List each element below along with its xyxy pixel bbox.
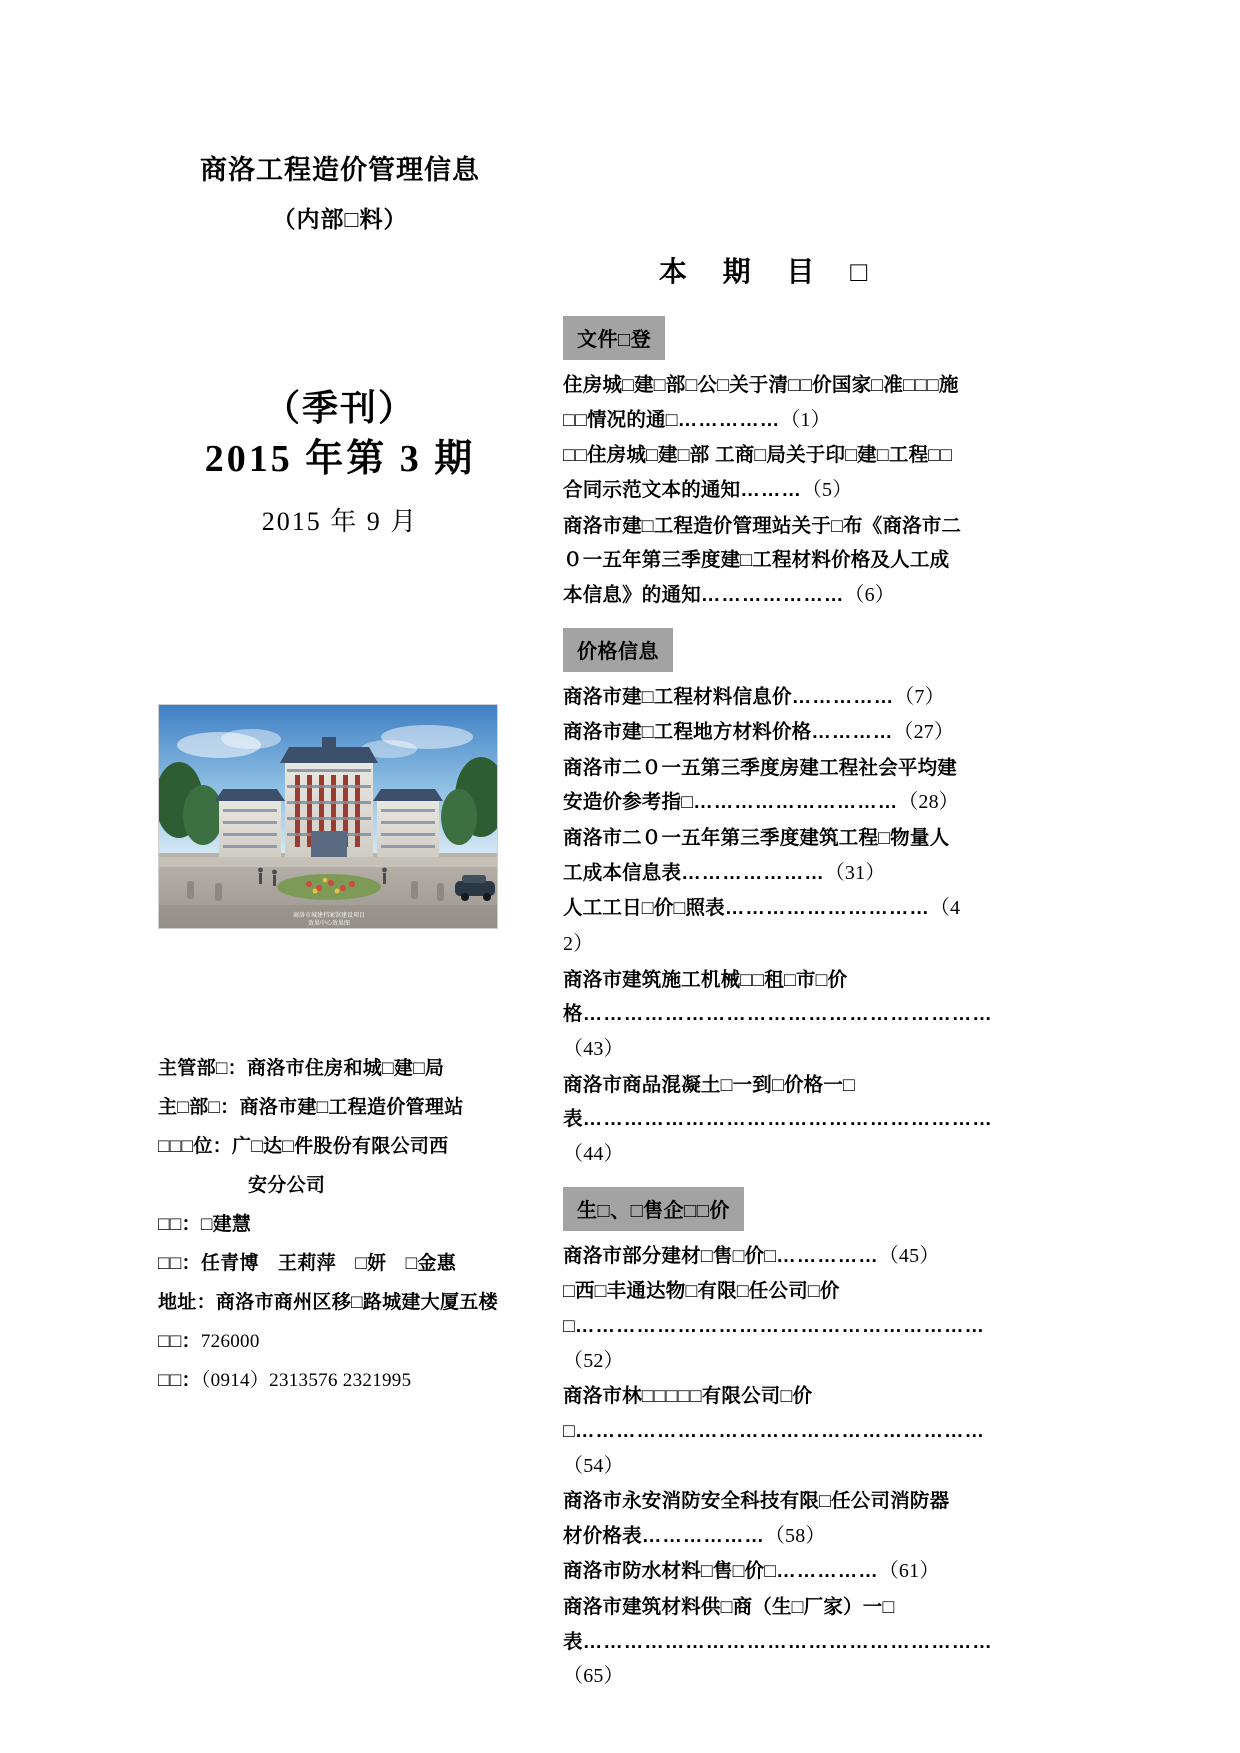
imprint-phone bbox=[158, 1362, 518, 1401]
toc-entry-page-number: （5） bbox=[801, 479, 853, 501]
imprint-editor-in-chief: □□：□建慧 bbox=[158, 1213, 252, 1235]
imprint-support-unit: □□□位：广□达□件股份有限公司西 bbox=[158, 1135, 449, 1157]
toc-entry-title: 商洛市永安消防安全科技有限□任公司消防器材价格表 bbox=[563, 1490, 950, 1547]
toc-entry[interactable] bbox=[563, 368, 963, 438]
toc-entry[interactable] bbox=[563, 509, 963, 614]
imprint-hosting-dept: 主□部□：商洛市建□工程造价管理站 bbox=[158, 1096, 464, 1118]
toc-entry-leader-dots: …………… bbox=[776, 1244, 879, 1267]
toc-entry[interactable] bbox=[563, 891, 963, 962]
toc-entry[interactable] bbox=[563, 1484, 963, 1554]
imprint-address: 地址：商洛市商州区移□路城建大厦五楼 bbox=[158, 1291, 498, 1313]
toc-entry-leader-dots: ………………………… bbox=[693, 791, 899, 814]
phone-label: □□： bbox=[158, 1369, 201, 1391]
toc-entry[interactable] bbox=[563, 715, 963, 751]
toc-entry-title: □□住房城□建□部 工商□局关于印□建□工程□□合同示范文本的通知 bbox=[563, 444, 953, 501]
toc-entry-leader-dots: ……………… bbox=[641, 1524, 765, 1547]
toc-entry-title: 商洛市建□工程地方材料价格 bbox=[563, 721, 812, 744]
toc-entry-leader-dots: …………………………………………………… bbox=[582, 1003, 993, 1026]
imprint-supervising-dept: 主管部□：商洛市住房和城□建□局 bbox=[158, 1058, 445, 1079]
postal-code-value: 726000 bbox=[200, 1330, 260, 1352]
masthead-block bbox=[155, 150, 525, 538]
toc-entry-title: 商洛市部分建材□售□价□ bbox=[563, 1244, 777, 1267]
toc-entry-page-number: （65） bbox=[563, 1665, 624, 1688]
toc-entry-leader-dots: ………………… bbox=[700, 584, 845, 606]
toc-entry[interactable] bbox=[563, 1590, 993, 1695]
toc-entry[interactable] bbox=[563, 1274, 985, 1379]
toc-entry-title: 商洛市二０一五第三季度房建工程社会平均建安造价参考指□ bbox=[563, 756, 958, 814]
toc-entry-page-number: （44） bbox=[563, 1142, 624, 1165]
toc-entry-title: 住房城□建□部□公□关于清□□价国家□准□□□施□□情况的通□ bbox=[563, 374, 959, 431]
toc-entry-leader-dots: …………… bbox=[791, 685, 895, 708]
toc-sections-container bbox=[563, 316, 993, 1695]
toc-entry-page-number: （61） bbox=[878, 1560, 940, 1583]
issue-number: 2015 年第 3 期 bbox=[204, 438, 476, 481]
toc-entry-page-number: （1） bbox=[780, 408, 831, 431]
toc-entry[interactable] bbox=[563, 1239, 963, 1275]
toc-entry-page-number: （43） bbox=[563, 1037, 624, 1060]
toc-section-header: 价格信息 bbox=[563, 628, 673, 672]
toc-entry-page-number: （45） bbox=[878, 1244, 940, 1267]
publication-subtitle: （内部□料） bbox=[272, 205, 408, 232]
toc-entry[interactable] bbox=[563, 821, 963, 891]
toc-entry[interactable] bbox=[563, 963, 993, 1068]
toc-entry-title: 商洛市商品混凝土□一到□价格一□表 bbox=[563, 1073, 856, 1131]
publication-title: 商洛工程造价管理信息 bbox=[200, 155, 480, 185]
table-of-contents bbox=[563, 250, 993, 1695]
svg-text:效果中心效果图: 效果中心效果图 bbox=[307, 921, 351, 927]
toc-entry-title: 人工工日□价□照表 bbox=[563, 897, 725, 920]
imprint-editors: □□：任青博 王莉萍 □妍 □金惠 bbox=[158, 1252, 457, 1274]
issue-block bbox=[155, 384, 525, 539]
toc-entry-leader-dots: …………………………………………………… bbox=[574, 1314, 985, 1337]
svg-text:商洛市城建档案馆建设项目: 商洛市城建档案馆建设项目 bbox=[292, 913, 366, 919]
toc-entry-page-number: （7） bbox=[894, 685, 945, 708]
imprint-block bbox=[158, 1050, 518, 1400]
issue-frequency: （季刊） bbox=[263, 387, 416, 428]
imprint-support-unit-cont: 安分公司 bbox=[248, 1174, 326, 1196]
toc-entry[interactable] bbox=[563, 438, 963, 508]
toc-entry-leader-dots: ………… bbox=[811, 721, 894, 744]
toc-entry-title: 商洛市建筑施工机械□□租□市□价格 bbox=[563, 968, 848, 1026]
phone-value: （0914）2313576 2321995 bbox=[200, 1369, 412, 1391]
toc-entry-title: 商洛市建□工程材料信息价 bbox=[563, 685, 792, 708]
toc-entry-title: □西□丰通达物□有限□任公司□价□ bbox=[563, 1280, 840, 1337]
toc-entry-leader-dots: …………………………………………………… bbox=[582, 1630, 993, 1653]
toc-title: 本 期 目 □ bbox=[658, 256, 882, 287]
toc-entry-leader-dots: …………… bbox=[776, 1560, 879, 1583]
toc-entry-title: 商洛市二０一五年第三季度建筑工程□物量人工成本信息表 bbox=[563, 827, 950, 884]
building-rendering-image bbox=[159, 705, 498, 929]
toc-entry-leader-dots: …………… bbox=[677, 408, 781, 431]
toc-entry-leader-dots: ……… bbox=[740, 479, 802, 501]
postal-code-label: □□： bbox=[158, 1330, 201, 1352]
toc-entry-title: 商洛市建筑材料供□商（生□厂家）一□表 bbox=[563, 1596, 895, 1653]
toc-entry-page-number: （54） bbox=[563, 1454, 624, 1477]
toc-entry[interactable] bbox=[563, 1068, 993, 1173]
toc-entry-page-number: （52） bbox=[563, 1349, 624, 1372]
toc-entry-title: 商洛市建□工程造价管理站关于□布《商洛市二０一五年第三季度建□工程材料价格及人工成本信息》的通知 bbox=[563, 514, 962, 606]
toc-entry-leader-dots: …………………………………………………… bbox=[582, 1108, 993, 1131]
toc-entry[interactable] bbox=[563, 1554, 963, 1590]
toc-entry-page-number: （42） bbox=[563, 897, 961, 955]
toc-entry-page-number: （27） bbox=[893, 721, 955, 744]
toc-entry-leader-dots: ………………… bbox=[681, 861, 825, 884]
toc-entry-page-number: （6） bbox=[844, 584, 896, 606]
issue-date: 2015 年 9 月 bbox=[261, 507, 419, 537]
toc-entry[interactable] bbox=[563, 1379, 985, 1484]
toc-entry-title: 商洛市林□□□□□有限公司□价□ bbox=[563, 1385, 813, 1442]
toc-entry[interactable] bbox=[563, 751, 963, 821]
toc-entry-page-number: （31） bbox=[824, 861, 886, 884]
toc-entry-leader-dots: ………………………… bbox=[724, 897, 930, 920]
toc-entry[interactable] bbox=[563, 680, 963, 716]
toc-entry-page-number: （28） bbox=[898, 791, 959, 814]
imprint-postal-code bbox=[158, 1323, 518, 1362]
toc-section-header: 文件□登 bbox=[563, 316, 665, 360]
cover-photo bbox=[158, 704, 498, 929]
toc-entry-title: 商洛市防水材料□售□价□ bbox=[563, 1560, 777, 1583]
toc-entry-leader-dots: …………………………………………………… bbox=[574, 1419, 985, 1442]
toc-section-header: 生□、□售企□□价 bbox=[563, 1187, 744, 1231]
toc-entry-page-number: （58） bbox=[764, 1524, 826, 1547]
